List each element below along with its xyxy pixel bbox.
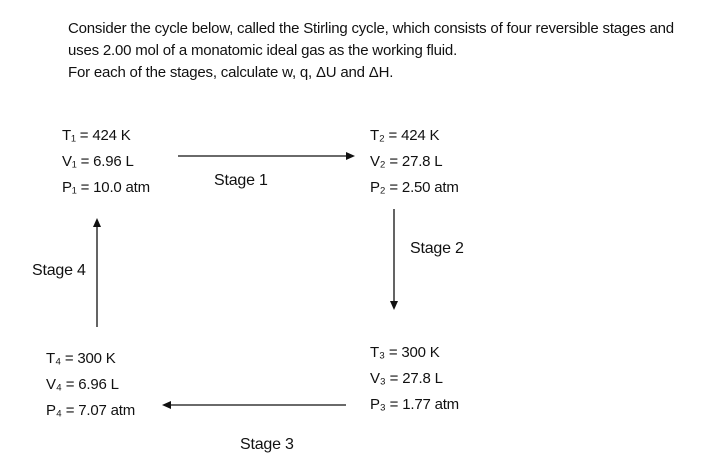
- state-4-volume: V₄ = 6.96 L: [46, 376, 119, 393]
- stage-4-label: Stage 4: [32, 262, 86, 279]
- state-3-volume: V₃ = 27.8 L: [370, 370, 443, 387]
- stage-3-label: Stage 3: [240, 436, 294, 453]
- stage-4-arrow: [93, 218, 101, 327]
- state-2-volume: V₂ = 27.8 L: [370, 153, 443, 170]
- problem-line-1: Consider the cycle below, called the Stirling cycle, which consists of four reversible stages and: [68, 20, 674, 37]
- state-1-volume: V₁ = 6.96 L: [62, 153, 134, 170]
- stage-1-arrow: [178, 152, 355, 160]
- state-2-pressure: P₂ = 2.50 atm: [370, 179, 459, 196]
- state-3-temperature: T₃ = 300 K: [370, 344, 440, 361]
- problem-line-3: For each of the stages, calculate w, q, ΔU and ΔH.: [68, 64, 394, 81]
- stage-2-arrow: [390, 209, 398, 310]
- state-2-temperature: T₂ = 424 K: [370, 127, 440, 144]
- state-1-temperature: T₁ = 424 K: [62, 127, 131, 144]
- stage-1-label: Stage 1: [214, 172, 268, 189]
- state-1-pressure: P₁ = 10.0 atm: [62, 179, 150, 196]
- stage-3-arrow: [162, 401, 346, 409]
- state-4-pressure: P₄ = 7.07 atm: [46, 402, 135, 419]
- state-3-pressure: P₃ = 1.77 atm: [370, 396, 459, 413]
- state-4-temperature: T₄ = 300 K: [46, 350, 116, 367]
- problem-line-2: uses 2.00 mol of a monatomic ideal gas as the working fluid.: [68, 42, 458, 59]
- stage-2-label: Stage 2: [410, 240, 464, 257]
